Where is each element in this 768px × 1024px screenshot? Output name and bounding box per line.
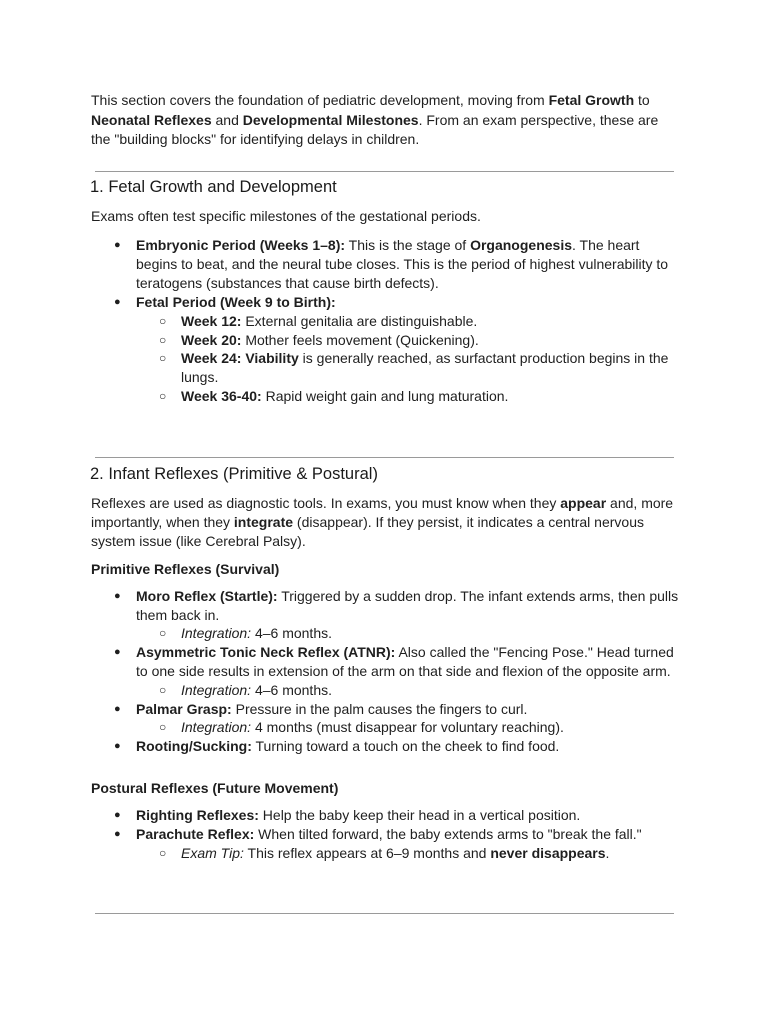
intro-text: and [211,111,243,128]
bullet-disc-icon: ● [114,296,121,308]
list-item-embryonic-period [136,236,681,293]
bullet-circle-icon: ○ [159,351,167,365]
list-item-integration [181,624,681,643]
section-heading-fetal-growth: 1. Fetal Growth and Development [90,178,337,196]
item-label: Rooting/Sucking: [136,738,252,754]
bullet-circle-icon: ○ [159,333,167,347]
item-label: Week 20: [181,332,242,348]
list-item-atnr [136,643,681,681]
list-item-week-24 [181,349,681,387]
intro-bold-developmental-milestones: Developmental Milestones [242,111,419,128]
lead-text: Reflexes are used as diagnostic tools. In exams, you must know when they [91,495,561,511]
intro-paragraph [91,91,681,150]
list-item-moro-reflex [136,587,681,625]
bullet-circle-icon: ○ [159,389,167,403]
item-text: When tilted forward, the baby extends arms to "break the fall." [254,826,642,842]
list-item-week-36-40 [181,387,681,406]
exam-tip-text: This reflex appears at 6–9 months and [243,845,491,861]
item-text: Mother feels movement (Quickening). [241,332,479,348]
item-bold-organogenesis: Organogenesis [470,237,572,253]
list-item-integration [181,718,681,737]
item-label: Righting Reflexes: [136,807,259,823]
list-item-week-12 [181,312,681,331]
lead-text: and, more importantly, when they [91,495,674,530]
section-heading-infant-reflexes: 2. Infant Reflexes (Primitive & Postural) [90,465,378,483]
section-divider [95,171,674,172]
intro-text: This section covers the foundation of pediatric development, moving from [91,92,549,108]
item-label: Fetal Period (Week 9 to Birth): [136,294,336,310]
bullet-disc-icon: ● [114,646,121,658]
item-label: Moro Reflex (Startle): [136,588,278,604]
item-text: . The heart begins to beat, and the neural tube closes. This is the period of highest vulnerability to teratogens (substances that cause birth defects). [136,237,669,291]
bullet-disc-icon: ● [114,740,121,752]
section-lead-fetal: Exams often test specific milestones of the gestational periods. [91,208,481,224]
integration-text: 4–6 months. [251,625,332,641]
bullet-disc-icon: ● [114,703,121,715]
bullet-disc-icon: ● [114,809,121,821]
intro-bold-neonatal-reflexes: Neonatal Reflexes [91,111,212,128]
item-text: Also called the "Fencing Pose." Head turned to one side results in extension of the arm on that side and flexion of the opposite arm. [136,644,674,679]
list-item-righting-reflexes [136,806,681,825]
bullet-circle-icon: ○ [159,683,167,697]
item-text: Triggered by a sudden drop. The infant extends arms, then pulls them back in. [136,588,679,623]
lead-text: (disappear). If they persist, it indicates a central nervous system issue (like Cerebral Palsy). [91,514,644,549]
lead-bold-integrate: integrate [233,514,294,530]
bullet-disc-icon: ● [114,239,121,251]
bullet-circle-icon: ○ [159,626,167,640]
item-label: Week 36-40: [181,388,262,404]
bullet-disc-icon: ● [114,590,121,602]
item-text: This is the stage of [345,237,471,253]
intro-bold-fetal-growth: Fetal Growth [548,92,635,108]
integration-label: Integration: [181,719,252,735]
exam-tip-label: Exam Tip: [181,845,244,861]
bullet-disc-icon: ● [114,828,121,840]
item-text: Pressure in the palm causes the fingers to curl. [231,701,528,717]
item-text: Turning toward a touch on the cheek to find food. [251,738,560,754]
item-label: Week 12: [181,313,242,329]
lead-bold-appear: appear [560,495,607,511]
list-item-parachute-reflex [136,825,681,844]
list-item-integration [181,681,681,700]
integration-label: Integration: [181,625,252,641]
list-item-palmar-grasp [136,700,681,719]
item-text: is generally reached, as surfactant production begins in the lungs. [181,350,669,385]
intro-text: to [634,92,650,108]
item-label: Parachute Reflex: [136,826,255,842]
exam-tip-text: . [605,845,610,861]
bullet-circle-icon: ○ [159,314,167,328]
item-text: Help the baby keep their head in a vertical position. [258,807,581,823]
integration-text: 4 months (must disappear for voluntary reaching). [251,719,564,735]
item-label: Asymmetric Tonic Neck Reflex (ATNR): [136,644,396,660]
intro-text: . From an exam perspective, these are the "building blocks" for identifying delays in children. [91,111,659,147]
section-lead-reflexes [91,494,681,551]
list-item-exam-tip [181,844,681,863]
section-divider [95,457,674,458]
bullet-circle-icon: ○ [159,720,167,734]
item-label: Week 24: Viability [181,350,299,366]
list-item-rooting-sucking [136,737,681,756]
item-text: Rapid weight gain and lung maturation. [261,388,509,404]
integration-label: Integration: [181,682,252,698]
item-label: Embryonic Period (Weeks 1–8): [136,237,346,253]
exam-tip-bold: never disappears [490,845,606,861]
subheading-postural-reflexes: Postural Reflexes (Future Movement) [91,780,339,796]
integration-text: 4–6 months. [251,682,332,698]
list-item-week-20 [181,331,681,350]
subheading-primitive-reflexes: Primitive Reflexes (Survival) [91,561,280,577]
item-text: External genitalia are distinguishable. [241,313,478,329]
section-divider [95,913,674,914]
bullet-circle-icon: ○ [159,846,167,860]
item-label: Palmar Grasp: [136,701,232,717]
list-item-fetal-period [136,293,681,312]
